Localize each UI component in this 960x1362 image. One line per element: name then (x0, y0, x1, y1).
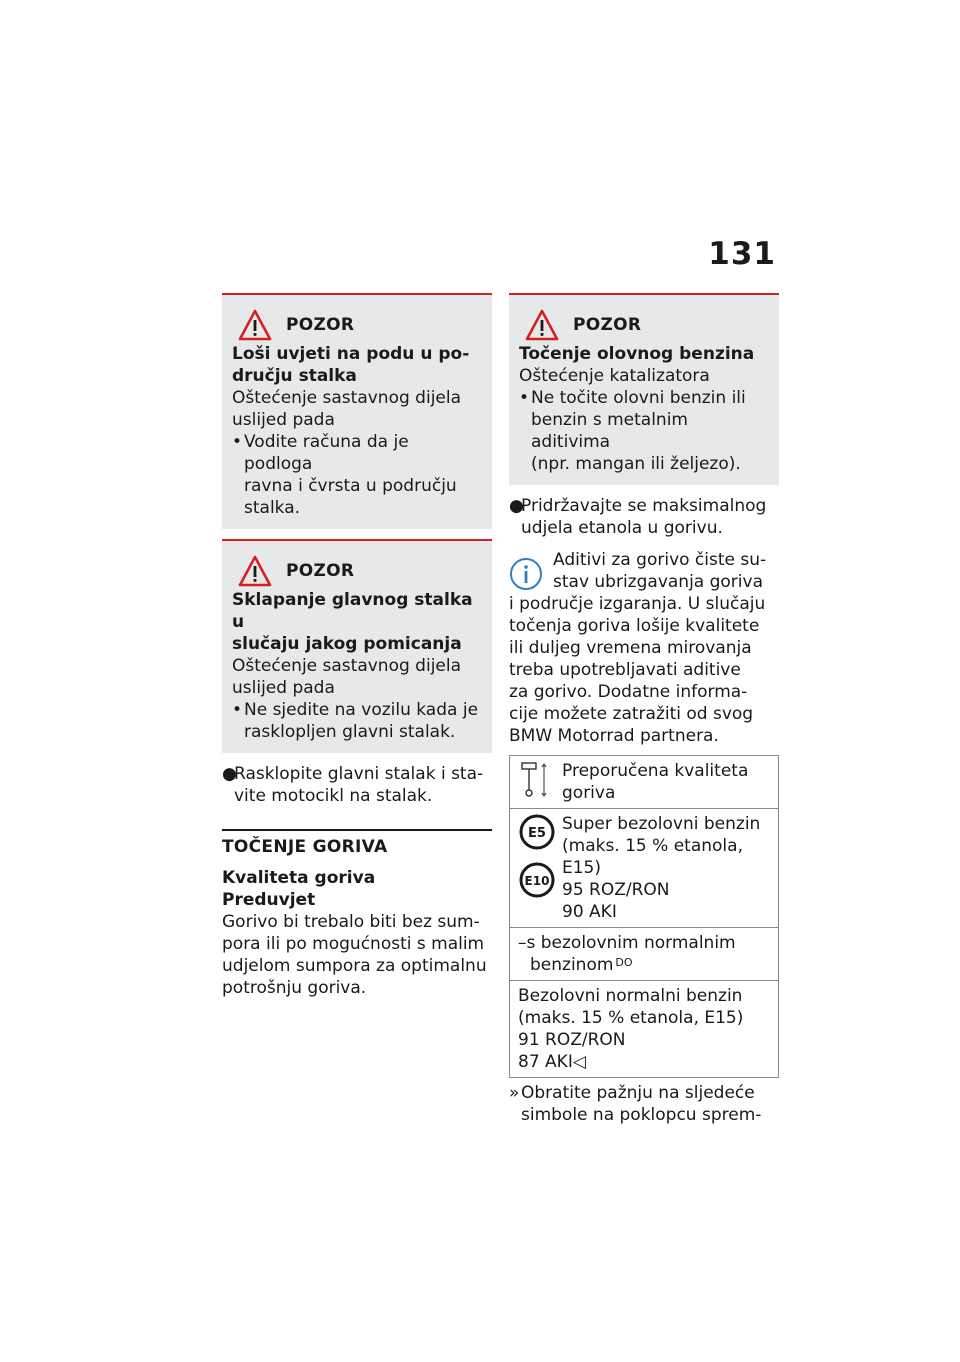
table-cell-line: Super bezolovni benzin (562, 814, 761, 834)
body-line: pora ili po mogućnosti s malim (222, 934, 485, 954)
result-line: simbole na poklopcu sprem- (521, 1105, 762, 1125)
info-line: i područje izgaranja. U slučaju (509, 594, 766, 614)
warning-text-line: uslijed pada (232, 410, 335, 430)
info-icon (509, 557, 543, 591)
svg-text:E5: E5 (528, 826, 546, 841)
warning-text-line: Oštećenje sastavnog dijela (232, 656, 462, 676)
warning-box-stand (222, 539, 492, 753)
bullet-line: benzin s metalnim aditivima (531, 410, 688, 452)
warning-title-line: Točenje olovnog benzina (519, 344, 755, 364)
precondition-title: Preduvjet (222, 890, 316, 910)
table-cell-line: –s bezolovnim normalnim (518, 933, 736, 953)
warning-title-line: slučaju jakog pomicanja (232, 634, 462, 654)
fuel-pump-spec-icon (518, 760, 552, 800)
table-cell-line: Bezolovni normalni benzin (518, 986, 743, 1006)
info-note (509, 549, 779, 747)
table-cell-line: (maks. 15 % etanola, (562, 836, 743, 856)
info-line: BMW Motorrad partnera. (509, 726, 719, 746)
step-dot-icon: ● (509, 496, 524, 516)
body-line: udjelom sumpora za optimalnu (222, 956, 487, 976)
warning-header (525, 307, 769, 343)
sub-title: Kvaliteta goriva (222, 868, 376, 888)
warning-triangle-icon (238, 555, 272, 587)
step-item (222, 763, 492, 807)
result-line: Obratite pažnju na sljedeće (521, 1083, 755, 1103)
bullet-line: stalka. (244, 498, 301, 518)
warning-bullet (232, 699, 482, 743)
section-title: TOČENJE GORIVA (222, 837, 388, 857)
table-row (510, 756, 778, 808)
info-line: točenja goriva lošije kvalitete (509, 616, 760, 636)
table-row (510, 927, 778, 980)
step-item (509, 495, 779, 539)
warning-triangle-icon (238, 309, 272, 341)
page-number: 131 (708, 236, 776, 272)
info-line: cije možete zatražiti od svog (509, 704, 754, 724)
bullet-line: Ne sjedite na vozilu kada je (244, 700, 479, 720)
bullet-line: (npr. mangan ili željezo). (531, 454, 741, 474)
warning-text-line: Oštećenje sastavnog dijela (232, 388, 462, 408)
info-line: Aditivi za gorivo čiste su- (553, 550, 767, 570)
step-line: udjela etanola u gorivu. (521, 518, 723, 538)
warning-title-line: Loši uvjeti na podu u po- (232, 344, 470, 364)
bullet-line: rasklopljen glavni stalak. (244, 722, 456, 742)
warning-bullet (232, 431, 482, 519)
svg-text:E10: E10 (524, 874, 550, 888)
bullet-dot-icon: • (232, 432, 243, 452)
body-line: Gorivo bi trebalo biti bez sum- (222, 912, 480, 932)
left-column (222, 293, 492, 999)
table-cell-line: (maks. 15 % etanola, E15) (518, 1008, 744, 1028)
table-row (510, 980, 778, 1077)
warning-label: POZOR (286, 315, 355, 335)
warning-header (238, 307, 482, 343)
table-cell-line: goriva (562, 783, 616, 803)
e5-badge-icon (518, 813, 556, 851)
info-line: stav ubrizgavanja goriva (553, 572, 763, 592)
table-cell-line: 87 AKI◁ (518, 1052, 586, 1072)
info-line: za gorivo. Dodatne informa- (509, 682, 748, 702)
section-fuel (222, 829, 492, 999)
warning-triangle-icon (525, 309, 559, 341)
step-line: vite motocikl na stalak. (234, 786, 433, 806)
table-cell-line: benzinom (530, 955, 614, 975)
table-cell-line: 90 AKI (562, 902, 617, 922)
warning-text-line: Oštećenje katalizatora (519, 366, 710, 386)
warning-text-line: uslijed pada (232, 678, 335, 698)
warning-header (238, 553, 482, 589)
fuel-quality-table (509, 755, 779, 1078)
step-dot-icon: ● (222, 764, 237, 784)
e10-badge-icon (518, 861, 556, 899)
warning-label: POZOR (573, 315, 642, 335)
step-line: Pridržavajte se maksimalnog (521, 496, 767, 516)
warning-label: POZOR (286, 561, 355, 581)
table-cell-line: 91 ROZ/RON (518, 1030, 626, 1050)
warning-box-ground (222, 293, 492, 529)
right-column (509, 293, 779, 1126)
warning-bullet (519, 387, 769, 475)
table-cell-line: E15) (562, 858, 602, 878)
superscript-note: DO (615, 956, 633, 969)
warning-title-line: Sklapanje glavnog stalka u (232, 590, 473, 632)
warning-title-line: dručju stalka (232, 366, 357, 386)
bullet-line: ravna i čvrsta u području (244, 476, 457, 496)
table-cell-line: Preporučena kvaliteta (562, 761, 749, 781)
body-line: potrošnju goriva. (222, 978, 367, 998)
bullet-line: Ne točite olovni benzin ili (531, 388, 746, 408)
table-cell-line: 95 ROZ/RON (562, 880, 670, 900)
info-line: treba upotrebljavati aditive (509, 660, 741, 680)
warning-box-leaded-fuel (509, 293, 779, 485)
bullet-line: Vodite računa da je podloga (244, 432, 409, 474)
step-line: Rasklopite glavni stalak i sta- (234, 764, 484, 784)
result-arrow-icon: » (509, 1083, 520, 1103)
table-row (510, 808, 778, 927)
result-item (509, 1082, 779, 1126)
info-line: ili duljeg vremena mirovanja (509, 638, 752, 658)
bullet-dot-icon: • (232, 700, 243, 720)
bullet-dot-icon: • (519, 388, 530, 408)
